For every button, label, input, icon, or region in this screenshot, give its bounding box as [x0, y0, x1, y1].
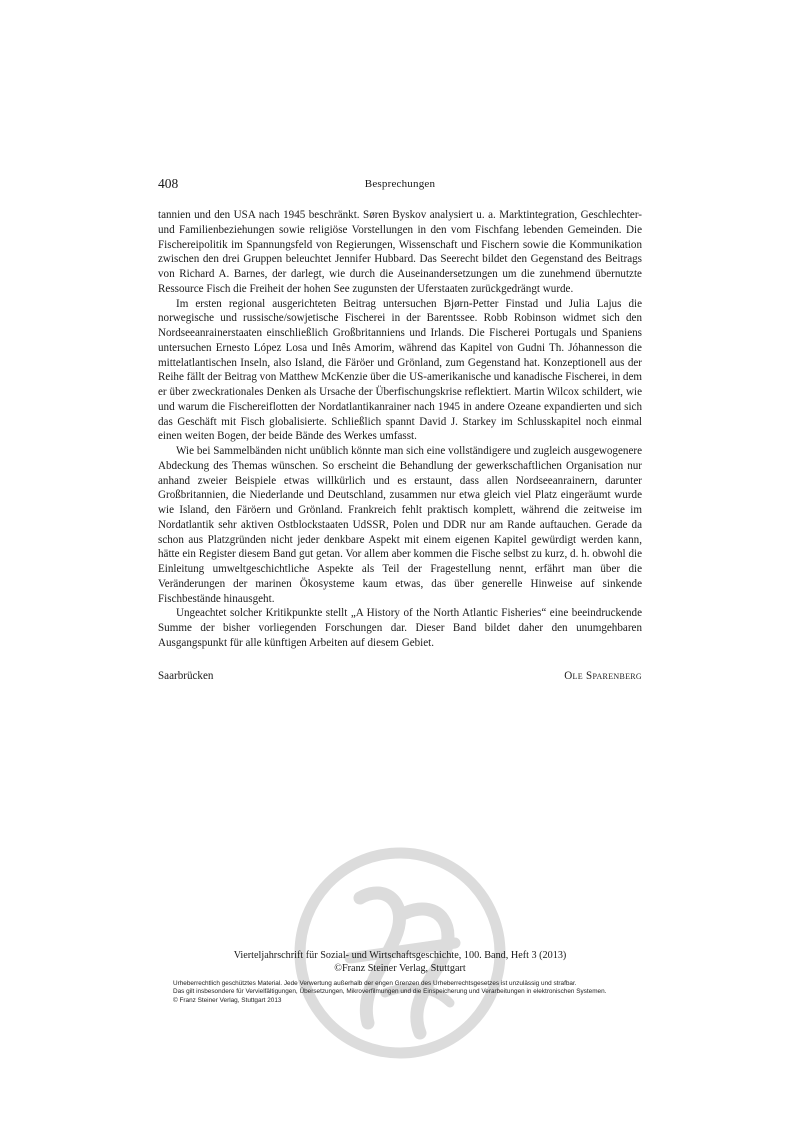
journal-citation: Vierteljahrschrift für Sozial- und Wirtschaftsgeschichte, 100. Band, Heft 3 (2013) — [233, 950, 567, 961]
signature-author: Ole Sparenberg — [564, 670, 642, 682]
copyright-line-3: © Franz Steiner Verlag, Stuttgart 2013 — [173, 996, 282, 1004]
journal-footer — [158, 949, 642, 975]
review-body — [158, 208, 642, 651]
running-head: Besprechungen — [364, 178, 436, 190]
paragraph-2: Im ersten regional ausgerichteten Beitrag untersuchen Bjørn-Petter Finstad und Julia Lajus die norwegische und russische/sowjetische Fischerei in der Barentssee. Robb Robinson widmet sich den Nordseeanrainerstaaten einschließlich Großbritanniens und Irlands. Die Fischerei Portugals und Spaniens untersuchen Ernesto López Losa und Inês Amorim, während das Kapitel von Gudni Th. Jóhannesson die mittelatlantischen Inseln, also Island, die Färöer und Grönland, zum Gegenstand hat. Konzeptionell aus der Reihe fällt der Beitrag von Matthew McKenzie über die US-amerikanische und kanadische Fischerei, in dem er über zweckrationales Denken als Ursache der Überfischungskrise reflektiert. Martin Wilcox schildert, wie und warum die Fischereiflotten der Nordatlantikanrainer nach 1945 in andere Ozeane expandierten und sich das Geschäft mit Fisch globalisierte. Schließlich spannt David J. Starkey im Schlusskapitel noch einmal einen weiten Bogen, der beide Bände des Werkes umfasst. — [158, 297, 642, 443]
paragraph-3: Wie bei Sammelbänden nicht unüblich könnte man sich eine vollständigere und zugleich ausgewogenere Abdeckung des Themas wünschen. So erscheint die Behandlung der gewerkschaftlichen Organisation nur anhand zweier Beispiele etwas willkürlich und es erstaunt, dass allen Nordseeanrainern, darunter Großbritannien, die Niederlande und Deutschland, zusammen nur etwa gleich viel Platz eingeräumt wurde wie Island, den Färöern und Grönland. Frankreich fehlt praktisch komplett, während die zeitweise im Nordatlantik sehr aktiven Ostblockstaaten UdSSR, Polen und DDR nur am Rande auftauchen. Gerade da schon aus Platzgründen nicht jeder denkbare Aspekt mit einem eigenen Kapitel gewürdigt werden kann, hätte ein Register diesem Band gut getan. Vor allem aber kommen die Fische selbst zu kurz, d. h. obwohl die Einleitung umweltgeschichtliche Aspekte als Teil der Fragestellung nennt, erfährt man über die Veränderungen der marinen Ökosysteme kaum etwas, das über generelle Hinweise auf sinkende Fischbestände hinausgeht. — [158, 445, 642, 605]
copyright-line-2: Das gilt insbesondere für Vervielfältigungen, Übersetzungen, Mikroverfilmungen und die Einspeicherung und Verarbeitungen in elektronischen Systemen. — [173, 988, 607, 996]
paragraph-1: tannien und den USA nach 1945 beschränkt. Søren Byskov analysiert u. a. Marktintegration, Geschlechter- und Familienbeziehungen sowie religiöse Vorstellungen in den vom Fischfang lebenden Gemeinden. Die Fischereipolitik im Spannungsfeld von Regierungen, Wissenschaft und Fischern sowie die Kommunikation zwischen den drei Gruppen beleuchtet Jennifer Hubbard. Das Seerecht bildet den Gegenstand des Beitrags von Richard A. Barnes, der darlegt, wie durch die Auseinandersetzungen um die zunehmend übernutzte Ressource Fisch die Freiheit der hohen See zugunsten der Uferstaaten zurückgedrängt wurde. — [158, 209, 642, 295]
signature-place: Saarbrücken — [158, 670, 214, 682]
copyright-notice — [173, 980, 653, 1005]
copyright-line-1: Urheberrechtlich geschütztes Material. Jede Verwertung außerhalb der engen Grenzen des Urheberrechtsgesetzes ist unzulässig und strafbar. — [173, 980, 577, 987]
page-header — [158, 176, 642, 196]
publisher-copyright: ©Franz Steiner Verlag, Stuttgart — [334, 963, 466, 974]
review-signature — [158, 670, 642, 686]
paragraph-4: Ungeachtet solcher Kritikpunkte stellt „A History of the North Atlantic Fisheries“ eine beeindruckende Summe der bisher vorliegenden Forschungen dar. Dieser Band bildet daher den unumgehbaren Ausgangspunkt für alle künftigen Arbeiten auf diesem Gebiet. — [158, 607, 642, 649]
page-number: 408 — [158, 176, 179, 191]
